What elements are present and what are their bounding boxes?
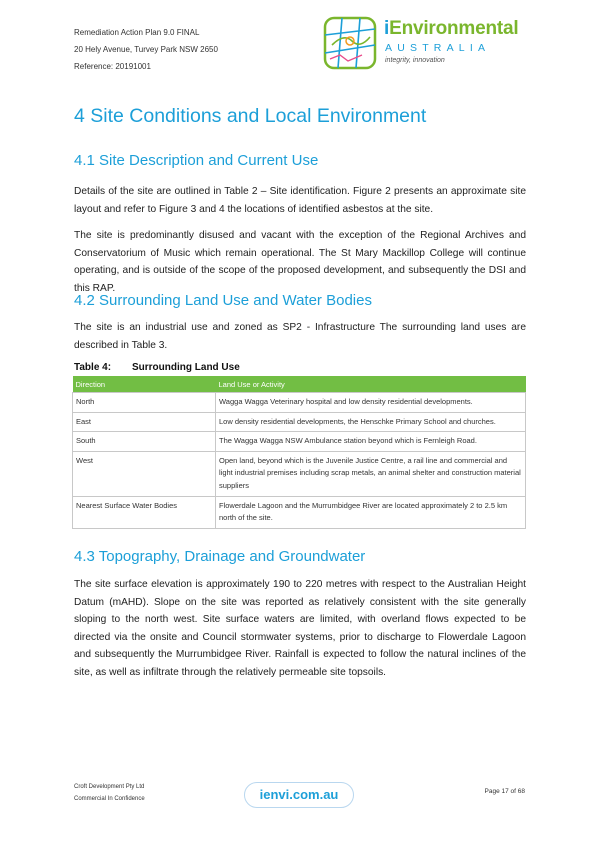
land-use-table: [72, 376, 526, 529]
table-row: [73, 393, 526, 413]
site-address: 20 Hely Avenue, Turvey Park NSW 2650: [74, 45, 218, 54]
logo-wordmark: iEnvironmental: [384, 18, 519, 39]
paragraph-4-1-a: Details of the site are outlined in Table 2 – Site identification. Figure 2 presents an approximate site layout and refer to Figure 3 and 4 the locations of identified asbestos at the site.: [74, 186, 526, 215]
paragraph-4-3: The site surface elevation is approximately 190 to 220 metres with respect to the Australian Height Datum (mAHD). Slope on the site was reported as relatively consistent with the site generally sloping to the north west. Site surface waters are limited, with overland flows expected to be directed via the onsite and Council stormwater systems, prior to discharge to Flowerdale Lagoon and subsequently the Murrumbidgee River. Rainfall is expected to follow the natural inclines of the site, as well as infiltrate through the relatively permeable site topsoils.: [74, 579, 526, 678]
footer-website: ienvi.com.au: [259, 787, 339, 802]
logo-tagline: integrity, innovation: [385, 57, 445, 64]
heading-4-2: 4.2 Surrounding Land Use and Water Bodies: [74, 292, 372, 309]
table-cell: South: [73, 432, 216, 452]
footer-left: [74, 781, 145, 805]
table-cell: Open land, beyond which is the Juvenile Justice Centre, a rail line and commercial and light industrial premises including scrap metals, an animal shelter and construction material suppliers: [216, 451, 526, 496]
table-header-row: [73, 376, 526, 393]
logo-subtitle: AUSTRALIA: [385, 42, 491, 54]
reference-number: Reference: 20191001: [74, 62, 151, 71]
table-cell: Nearest Surface Water Bodies: [73, 496, 216, 528]
table-row: [73, 412, 526, 432]
doc-title: Remediation Action Plan 9.0 FINAL: [74, 28, 200, 37]
table-cell: The Wagga Wagga NSW Ambulance station beyond which is Fernleigh Road.: [216, 432, 526, 452]
table-cell: West: [73, 451, 216, 496]
footer-confidentiality: Commercial In Confidence: [74, 796, 145, 802]
paragraph-4-1-b: The site is predominantly disused and vacant with the exception of the Regional Archives and Conservatorium of Music which remain operational. The St Mary Mackillop College will continue operating, and is outside of the scope of the proposed development, and subsequently the DSI and this RAP.: [74, 230, 526, 294]
table-cell: Wagga Wagga Veterinary hospital and low density residential developments.: [216, 393, 526, 413]
footer-client: Croft Development Pty Ltd: [74, 784, 145, 790]
footer-website-badge: [244, 782, 354, 808]
table-cell: East: [73, 412, 216, 432]
column-header: Land Use or Activity: [216, 376, 526, 393]
paragraph-4-2: The site is an industrial use and zoned as SP2 - Infrastructure The surrounding land uses are described in Table 3.: [74, 322, 526, 351]
logo-map-icon: [322, 15, 378, 71]
section-title: 4 Site Conditions and Local Environment: [74, 105, 427, 127]
heading-4-3: 4.3 Topography, Drainage and Groundwater: [74, 548, 366, 565]
table-cell: North: [73, 393, 216, 413]
table-row: [73, 432, 526, 452]
column-header: Direction: [73, 376, 216, 393]
page-number: Page 17 of 68: [484, 788, 525, 795]
table-cell: Flowerdale Lagoon and the Murrumbidgee River are located approximately 2 to 2.5 km north of the site.: [216, 496, 526, 528]
table-row: [73, 451, 526, 496]
company-logo: [322, 15, 527, 75]
heading-4-1: 4.1 Site Description and Current Use: [74, 152, 319, 169]
table-caption: Table 4: Surrounding Land Use: [74, 362, 240, 373]
table-row: [73, 496, 526, 528]
table-cell: Low density residential developments, the Henschke Primary School and churches.: [216, 412, 526, 432]
header-meta: [74, 24, 218, 75]
